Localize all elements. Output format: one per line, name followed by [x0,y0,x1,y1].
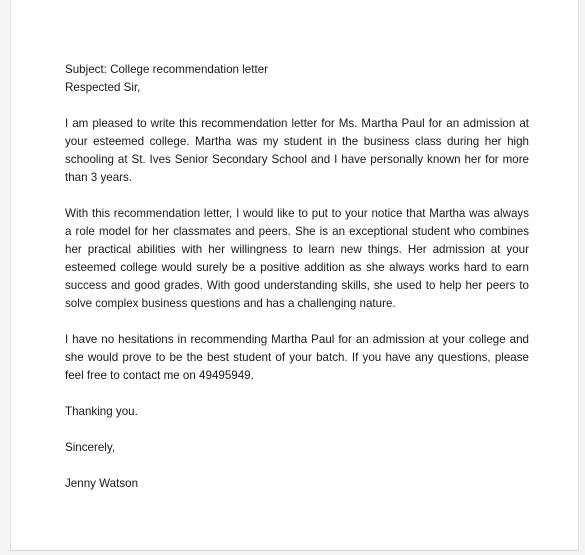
letter-subject: Subject: College recommendation letter [65,63,268,76]
letter-paragraph-1: I am pleased to write this recommendation letter for Ms. Martha Paul for an admission at your esteemed college. Martha was my student in the business class during her high schooling at St. Ives Senior Secondary School and I have personally known her for more than 3 years. [65,117,529,184]
letter-body [65,61,529,493]
paragraph-gap [65,187,529,205]
letter-paragraph-3: I have no hesitations in recommending Martha Paul for an admission at your college and she would prove to be the best student of your batch. If you have any questions, please feel free to contact me on 49495949. [65,333,529,382]
paragraph-gap [65,457,529,475]
paragraph-gap [65,385,529,403]
paragraph-gap [65,421,529,439]
paragraph-gap [65,97,529,115]
document-page [10,0,579,551]
letter-thanks: Thanking you. [65,405,138,418]
signature-name: Jenny Watson [65,477,139,490]
letter-salutation: Respected Sir, [65,81,141,94]
letter-paragraph-2: With this recommendation letter, I would like to put to your notice that Martha was always a role model for her classmates and peers. She is an exceptional student who combines her practical abilities with her willingness to learn new things. Her admission at your esteemed college would surely be a positive addition as she always works hard to earn success and good grades. With good understanding skills, she used to help her peers to solve complex business questions and has a challenging nature. [65,207,529,310]
letter-closing: Sincerely, [65,441,116,454]
paragraph-gap [65,313,529,331]
